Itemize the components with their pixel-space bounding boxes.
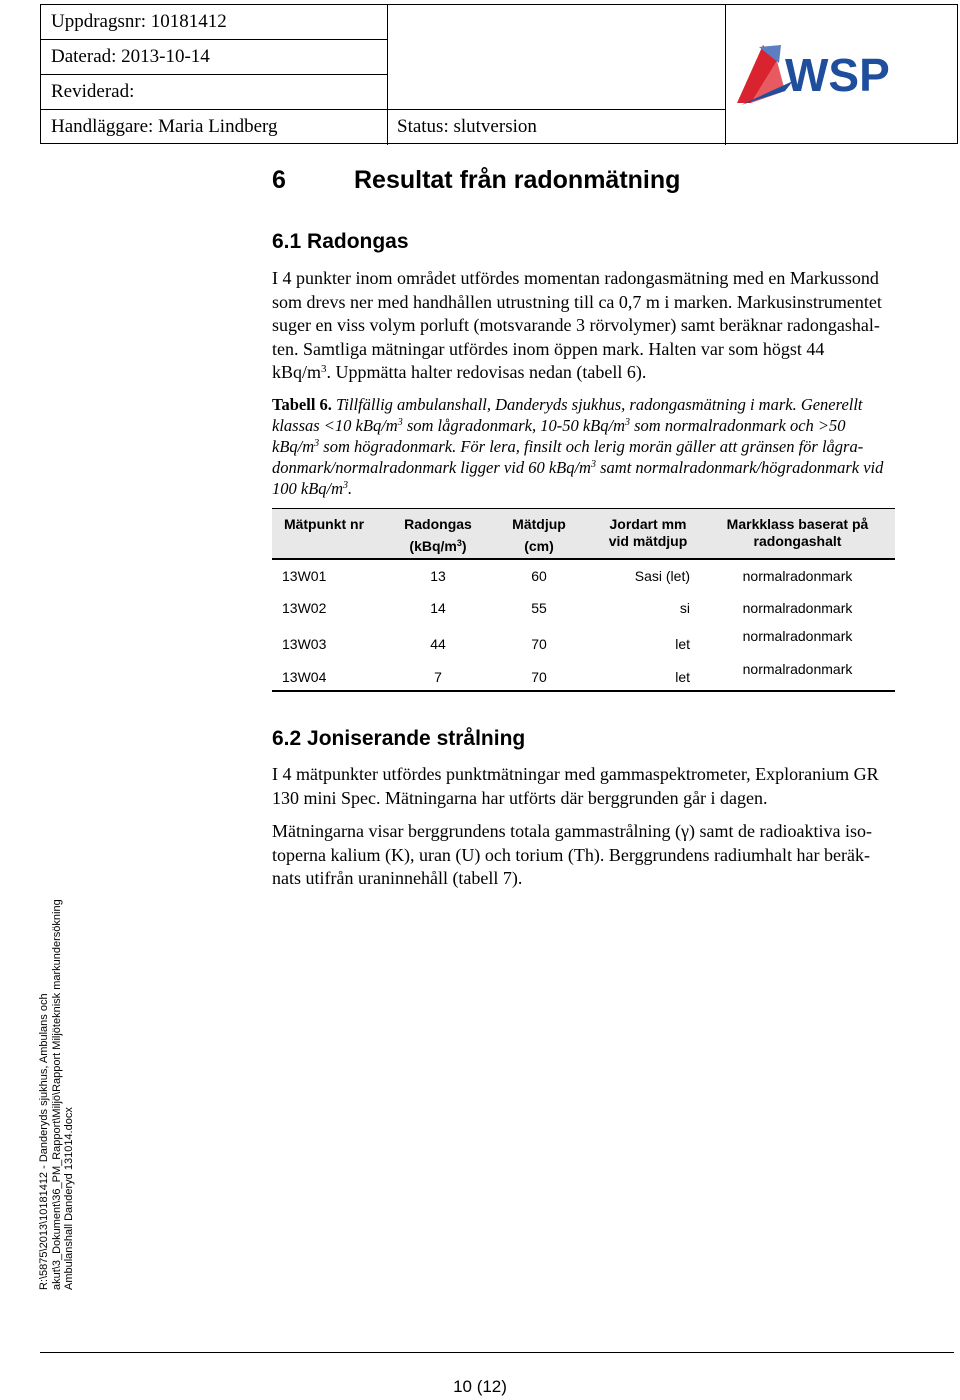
text-line: som drevs ner med handhållen utrustning till ca 0,7 m i marken. Markusinstrumentet [272,291,882,312]
status-field: Status: slutversion [397,116,537,137]
subsection-heading-radiation: 6.2 Joniserande strålning [272,727,526,750]
text-line: kBq/$m^3$. Uppmätta halter redovisas nedan (tabell 6). [272,362,647,382]
cell-depth: 60 [531,568,547,584]
text-line: klassas <10 kBq/$m^3$ som lågradonmark, 10-50 kBq/$m^3$ som normalradonmark och >50 [272,416,846,435]
cell-point: 13W04 [282,669,327,685]
caption-label: Tabell 6. [272,395,332,414]
text-line: ten. Samtliga mätningar utfördes inom öppen mark. Halten var som högst 44 [272,338,825,359]
subsection-heading-radongas: 6.1 Radongas [272,230,409,253]
cell-soil: let [675,669,690,685]
text-line: donmark/normalradonmark ligger vid 60 kBq/$m^3$ samt normalradonmark/högradonmark vid [272,458,884,477]
cell-radon: 7 [434,669,442,685]
text-line: I 4 punkter inom området utfördes momentan radongasmätning med en Markussond [272,268,879,288]
table-bottom-rule [272,690,895,692]
cell-radon: 14 [430,600,446,616]
cell-class: normalradonmark [742,628,853,644]
text-line: Tabell 6. Tillfällig ambulanshall, Danderyds sjukhus, radongasmätning i mark. Generellt [272,395,863,414]
table-caption [272,394,954,499]
cell-radon: 44 [430,636,446,652]
text-line: Ambulanshall Danderyd 131014.docx [63,1107,75,1290]
col-header-point: Mätpunkt nr [283,516,365,532]
radon-table [272,508,895,692]
text-line: toperna kalium (K), uran (U) och torium (Th). Berggrundens radiumhalt har beräk- [272,844,870,865]
handler-field: Handläggare: Maria Lindberg [51,116,278,137]
col-header-depth: Mätdjup (cm) [512,516,566,554]
col-header-class: Markklass baserat på radongashalt [726,516,869,549]
col-header-soil: Jordart mm vid mätdjup [608,516,688,549]
text-line: Mätningarna visar berggrundens totala gammastrålning (γ) samt de radioaktiva iso- [272,821,872,841]
text-line: kBq/$m^3$ som högradonmark. För lera, finsilt och lerig morän gäller att gränsen för lågra- [272,437,864,456]
revised-field: Reviderad: [51,81,135,102]
section-heading [272,166,680,195]
section-number: 6 [272,166,286,194]
radiation-paragraph-1 [272,763,954,810]
cell-depth: 70 [531,669,547,685]
assignment-number: Uppdragsnr: 10181412 [51,11,227,32]
text-line: akut\3_Dokument\36_PM_Rapport\Miljö\Rapport Miljöteknisk markundersökning [50,899,63,1290]
text-line: I 4 mätpunkter utfördes punktmätningar med gammaspektrometer, Exploranium GR [272,764,879,784]
footer-rule [40,1352,954,1353]
text-line: 100 kBq/$m^3$. [272,479,353,498]
radiation-paragraph-2 [272,820,954,891]
cell-point: 13W03 [282,636,327,652]
col-header-radon: Radongas $(kBq/m^3)$ [404,516,472,554]
cell-point: 13W01 [282,568,327,584]
wsp-logo [733,33,923,113]
text-line: nats utifrån uraninnehåll (tabell 7). [272,868,523,888]
cell-radon: 13 [430,568,446,584]
cell-point: 13W02 [282,600,327,616]
radongas-paragraph [272,267,954,385]
cell-depth: 55 [531,600,547,616]
date-field: Daterad: 2013-10-14 [51,46,210,67]
document-header [40,4,958,144]
cell-soil: si [679,600,690,616]
text-line: 130 mini Spec. Mätningarna har utförts där berggrunden går i dagen. [272,787,768,808]
page-number: 10 (12) [453,1377,507,1396]
cell-soil: let [675,636,690,652]
cell-class: normalradonmark [742,568,853,584]
svg-text:WSP: WSP [785,49,890,101]
cell-class: normalradonmark [742,600,853,616]
file-path-sidebar [38,880,76,1290]
text-line: suger en viss volym porluft (motsvarande 3 rörvolymer) samt beräknar radongashal- [272,315,880,335]
cell-soil: Sasi (let) [634,568,690,584]
cell-depth: 70 [531,636,547,652]
text-line: R:\5875\2013\10181412 - Danderyds sjukhus, Ambulans och [38,993,50,1290]
cell-class: normalradonmark [742,661,853,677]
section-title: Resultat från radonmätning [354,166,681,194]
